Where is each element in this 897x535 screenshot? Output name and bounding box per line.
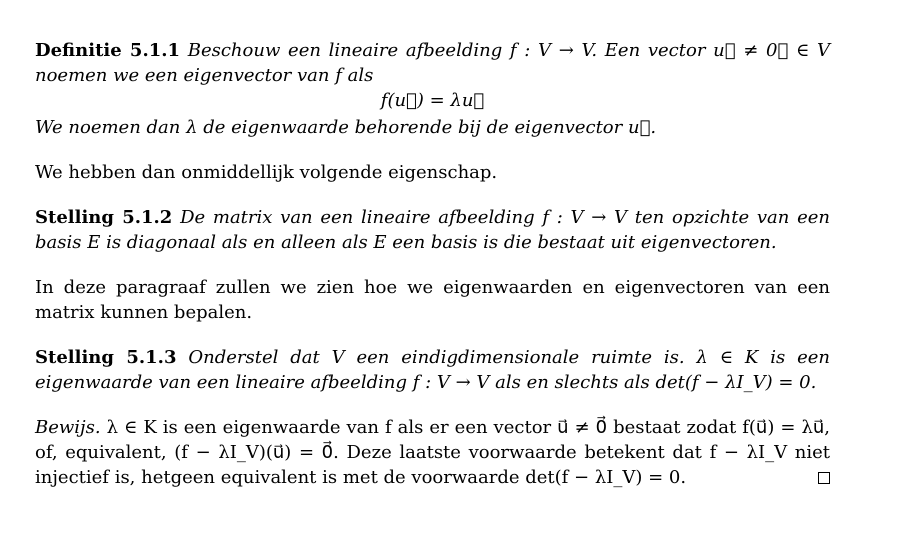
theorem-text: De matrix van een lineaire afbeelding f : V → V ten opzichte van een basis E is diagonaal als en alleen als E een basis is die bestaat uit eigenvectoren. bbox=[35, 207, 831, 253]
qed-square-icon bbox=[818, 472, 830, 484]
definition-5-1-1 bbox=[35, 38, 830, 88]
theorem-heading: Stelling 5.1.2 bbox=[35, 207, 173, 228]
definition-heading: Definitie 5.1.1 bbox=[35, 40, 181, 61]
section-paragraph: In deze paragraaf zullen we zien hoe we eigenwaarden en eigenvectoren van een matrix kunnen bepalen. bbox=[35, 277, 830, 323]
theorem-5-1-3 bbox=[35, 345, 830, 395]
intro-paragraph: We hebben dan onmiddellijk volgende eigenschap. bbox=[35, 162, 498, 183]
proof-text: λ ∈ K is een eigenwaarde van f als er een vector u⃗ ≠ 0⃗ bestaat zodat f(u⃗) = λu⃗, of, equivalent, (f − λI_V)(u⃗) = 0⃗. Deze laatste voorwaarde betekent dat f − λI_V niet injectief is, hetgeen equivalent is met de voorwaarde det(f − λI_V) = 0. bbox=[35, 417, 830, 488]
definition-eigenvalue-text: We noemen dan λ de eigenwaarde behorende bij de eigenvector u⃗. bbox=[35, 117, 657, 138]
eigenvector-formula: f(u⃗) = λu⃗ bbox=[380, 90, 485, 111]
definition-text: Beschouw een lineaire afbeelding f : V → V. Een vector u⃗ ≠ 0⃗ ∈ V noemen we een eigenvector van f als bbox=[35, 40, 830, 86]
proof bbox=[35, 415, 830, 490]
theorem-5-1-2 bbox=[35, 205, 830, 255]
theorem-text: Onderstel dat V een eindigdimensionale ruimte is. λ ∈ K is een eigenwaarde van een lineaire afbeelding f : V → V als en slechts als det(f − λI_V) = 0. bbox=[35, 347, 830, 393]
proof-heading: Bewijs. bbox=[35, 417, 101, 438]
document-page bbox=[35, 38, 830, 490]
theorem-heading: Stelling 5.1.3 bbox=[35, 347, 177, 368]
